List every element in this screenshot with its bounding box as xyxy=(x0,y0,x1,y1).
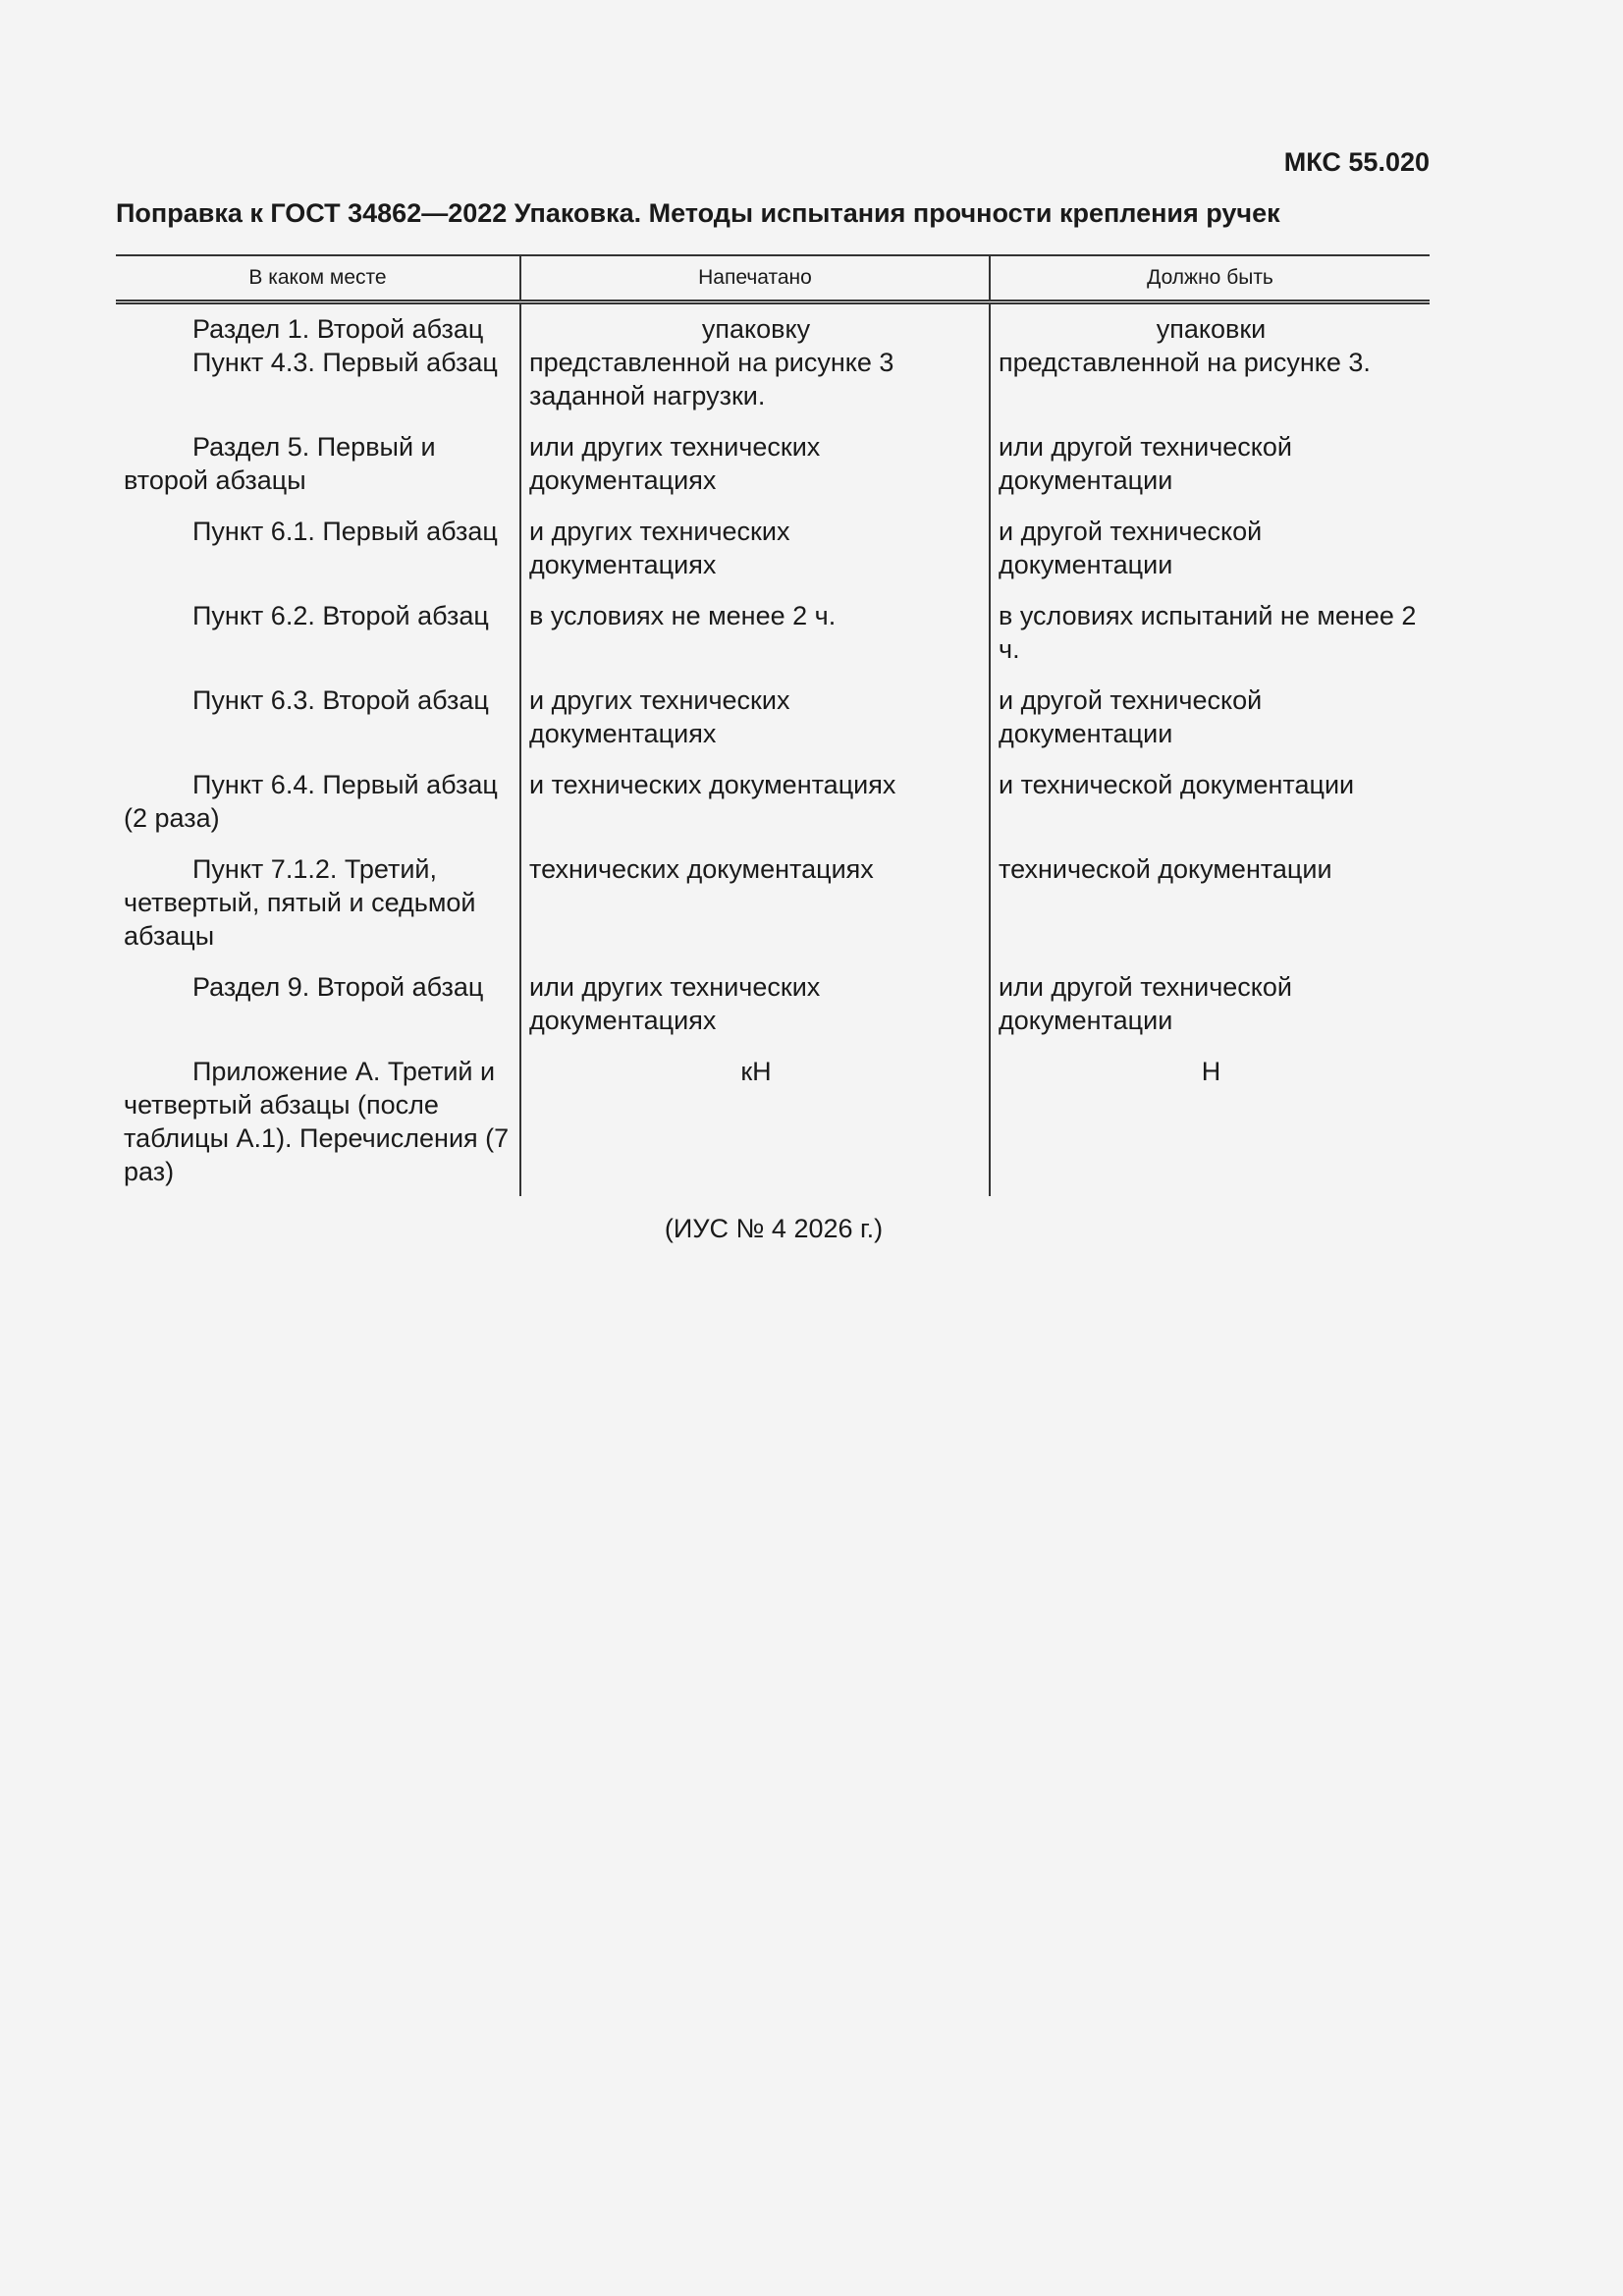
issue-reference: (ИУС № 4 2026 г.) xyxy=(664,1214,884,1243)
table-header-row xyxy=(116,255,1430,302)
cell-printed: представленной на рисунке 3 заданной нагрузки. xyxy=(520,346,990,430)
document-title: Поправка к ГОСТ 34862—2022 Упаковка. Методы испытания прочности крепления ручек xyxy=(116,198,1280,228)
cell-printed: и других технических документациях xyxy=(520,515,990,599)
table-row xyxy=(116,683,1430,768)
cell-printed: в условиях не менее 2 ч. xyxy=(520,599,990,683)
table-row xyxy=(116,768,1430,852)
table-row xyxy=(116,430,1430,515)
cell-printed: или других технических документациях xyxy=(520,430,990,515)
cell-should-be: или другой технической документации xyxy=(990,970,1430,1055)
cell-printed: или других технических документациях xyxy=(520,970,990,1055)
cell-place: Пункт 6.3. Второй абзац xyxy=(192,685,489,715)
table-row xyxy=(116,346,1430,430)
cell-place: Пункт 6.4. Первый абзац (2 раза) xyxy=(124,770,498,833)
cell-place: Раздел 1. Второй абзац xyxy=(192,314,484,344)
corrections-table xyxy=(116,254,1430,1196)
table-row xyxy=(116,599,1430,683)
table-row xyxy=(116,970,1430,1055)
cell-should-be: в условиях испытаний не менее 2 ч. xyxy=(990,599,1430,683)
cell-should-be: или другой технической документации xyxy=(990,430,1430,515)
cell-place: Пункт 4.3. Первый абзац xyxy=(192,348,498,377)
cell-printed: и технических документациях xyxy=(520,768,990,852)
cell-printed: упаковку xyxy=(520,302,990,347)
cell-place: Пункт 6.1. Первый абзац xyxy=(192,517,498,546)
cell-place: Приложение А. Третий и четвертый абзацы (после таблицы А.1). Перечисления (7 раз) xyxy=(124,1057,510,1186)
cell-should-be: представленной на рисунке 3. xyxy=(990,346,1430,430)
cell-should-be: и другой технической документации xyxy=(990,683,1430,768)
classification-code: МКС 55.020 xyxy=(1283,147,1430,177)
cell-should-be: и технической документации xyxy=(990,768,1430,852)
cell-should-be: и другой технической документации xyxy=(990,515,1430,599)
table-row xyxy=(116,1055,1430,1196)
table-row xyxy=(116,515,1430,599)
cell-should-be: технической документации xyxy=(990,852,1430,970)
column-header-place: В каком месте xyxy=(116,255,520,302)
cell-printed: кН xyxy=(520,1055,990,1196)
table-row xyxy=(116,302,1430,347)
cell-place: Пункт 6.2. Второй абзац xyxy=(192,601,489,630)
cell-should-be: упаковки xyxy=(990,302,1430,347)
cell-place: Пункт 7.1.2. Третий, четвертый, пятый и седьмой абзацы xyxy=(124,854,476,951)
cell-should-be: Н xyxy=(990,1055,1430,1196)
cell-printed: и других технических документациях xyxy=(520,683,990,768)
column-header-should-be: Должно быть xyxy=(990,255,1430,302)
column-header-printed: Напечатано xyxy=(520,255,990,302)
table-row xyxy=(116,852,1430,970)
cell-printed: технических документациях xyxy=(520,852,990,970)
cell-place: Раздел 5. Первый и второй абзацы xyxy=(124,432,436,495)
cell-place: Раздел 9. Второй абзац xyxy=(192,972,484,1002)
